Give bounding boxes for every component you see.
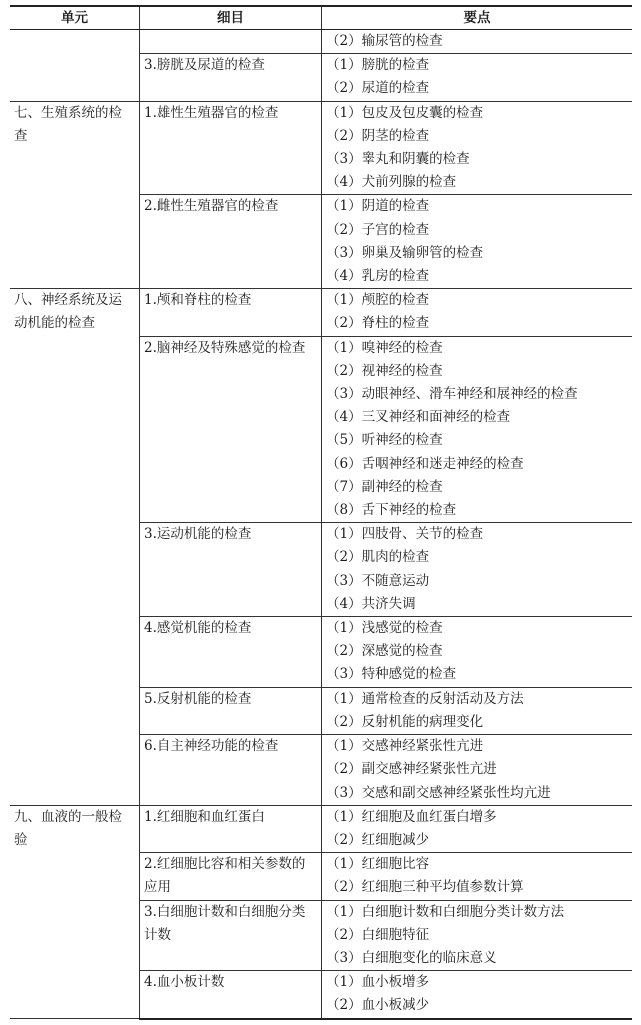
unit-cell bbox=[10, 30, 140, 102]
point-item: （2）副交感神经紧张性亢进 bbox=[326, 761, 497, 778]
points-cell bbox=[322, 805, 633, 852]
point-item: （4）共济失调 bbox=[326, 595, 416, 612]
point-item: （2）脊柱的检查 bbox=[326, 315, 430, 332]
point-item: （3）白细胞变化的临床意义 bbox=[326, 949, 497, 966]
point-item: （1）嗅神经的检查 bbox=[326, 339, 443, 356]
point-item: （2）尿道的检查 bbox=[326, 80, 430, 97]
table-row bbox=[10, 289, 632, 336]
detail-cell: 1.雄性生殖器官的检查 bbox=[140, 101, 322, 195]
table-row bbox=[10, 805, 632, 852]
point-item: （1）浅感觉的检查 bbox=[326, 620, 443, 637]
header-detail: 细目 bbox=[140, 6, 322, 30]
table-row bbox=[10, 30, 632, 54]
points-cell bbox=[322, 853, 633, 900]
point-item: （3）动眼神经、滑车神经和展神经的检查 bbox=[326, 386, 578, 403]
point-item: （2）阴茎的检查 bbox=[326, 127, 430, 144]
header-points: 要点 bbox=[322, 6, 633, 30]
syllabus-table bbox=[10, 5, 632, 1020]
point-item: （5）听神经的检查 bbox=[326, 432, 443, 449]
points-cell bbox=[322, 900, 633, 971]
points-cell bbox=[322, 101, 633, 195]
point-item: （2）红细胞三种平均值参数计算 bbox=[326, 879, 524, 896]
points-cell bbox=[322, 523, 633, 617]
point-item: （3）不随意运动 bbox=[326, 572, 430, 589]
point-item: （1）血小板增多 bbox=[326, 974, 430, 991]
points-cell bbox=[322, 971, 633, 1019]
points-cell bbox=[322, 289, 633, 336]
points-cell bbox=[322, 336, 633, 523]
detail-cell: 1.红细胞和血红蛋白 bbox=[140, 805, 322, 852]
point-item: （3）特种感觉的检查 bbox=[326, 666, 457, 683]
syllabus-table-container bbox=[10, 5, 632, 1020]
detail-cell: 5.反射机能的检查 bbox=[140, 687, 322, 734]
header-row bbox=[10, 6, 632, 30]
point-item: （1）四肢骨、关节的检查 bbox=[326, 526, 484, 543]
detail-cell: 4.感觉机能的检查 bbox=[140, 617, 322, 688]
points-cell bbox=[322, 617, 633, 688]
point-item: （1）通常检查的反射活动及方法 bbox=[326, 690, 524, 707]
detail-cell: 2.雌性生殖器官的检查 bbox=[140, 195, 322, 289]
unit-cell: 八、神经系统及运动机能的检查 bbox=[10, 289, 140, 805]
detail-cell bbox=[140, 30, 322, 54]
detail-cell: 2.红细胞比容和相关参数的应用 bbox=[140, 853, 322, 900]
point-item: （1）红细胞及血红蛋白增多 bbox=[326, 808, 497, 825]
detail-cell: 1.颅和脊柱的检查 bbox=[140, 289, 322, 336]
detail-cell: 2.脑神经及特殊感觉的检查 bbox=[140, 336, 322, 523]
point-item: （3）卵巢及输卵管的检查 bbox=[326, 244, 484, 261]
points-cell bbox=[322, 735, 633, 806]
detail-cell: 6.自主神经功能的检查 bbox=[140, 735, 322, 806]
detail-cell: 4.血小板计数 bbox=[140, 971, 322, 1019]
point-item: （2）肌肉的检查 bbox=[326, 549, 430, 566]
point-item: （6）舌咽神经和迷走神经的检查 bbox=[326, 455, 524, 472]
point-item: （2）红细胞减少 bbox=[326, 831, 430, 848]
points-cell bbox=[322, 54, 633, 101]
point-item: （1）阴道的检查 bbox=[326, 198, 430, 215]
point-item: （2）子宫的检查 bbox=[326, 221, 430, 238]
point-item: （2）白细胞特征 bbox=[326, 926, 430, 943]
point-item: （4）三叉神经和面神经的检查 bbox=[326, 409, 511, 426]
table-body bbox=[10, 30, 632, 1019]
header-unit: 单元 bbox=[10, 6, 140, 30]
unit-cell: 七、生殖系统的检查 bbox=[10, 101, 140, 289]
point-item: （1）膀胱的检查 bbox=[326, 57, 430, 74]
detail-cell: 3.膀胱及尿道的检查 bbox=[140, 54, 322, 101]
point-item: （8）舌下神经的检查 bbox=[326, 502, 457, 519]
point-item: （3）交感和副交感神经紧张性均亢进 bbox=[326, 784, 551, 801]
point-item: （1）白细胞计数和白细胞分类计数方法 bbox=[326, 903, 565, 920]
point-item: （2）输尿管的检查 bbox=[326, 33, 443, 49]
point-item: （2）反射机能的病理变化 bbox=[326, 713, 484, 730]
table-row bbox=[10, 101, 632, 195]
points-cell bbox=[322, 30, 633, 54]
points-cell bbox=[322, 687, 633, 734]
point-item: （1）红细胞比容 bbox=[326, 856, 430, 873]
point-item: （4）犬前列腺的检查 bbox=[326, 174, 457, 191]
point-item: （1）包皮及包皮囊的检查 bbox=[326, 104, 484, 121]
point-item: （3）睾丸和阴囊的检查 bbox=[326, 151, 470, 168]
points-cell bbox=[322, 195, 633, 289]
detail-cell: 3.白细胞计数和白细胞分类计数 bbox=[140, 900, 322, 971]
point-item: （4）乳房的检查 bbox=[326, 268, 430, 285]
point-item: （7）副神经的检查 bbox=[326, 478, 443, 495]
detail-cell: 3.运动机能的检查 bbox=[140, 523, 322, 617]
point-item: （2）血小板减少 bbox=[326, 997, 430, 1014]
point-item: （1）交感神经紧张性亢进 bbox=[326, 738, 484, 755]
point-item: （2）深感觉的检查 bbox=[326, 643, 443, 660]
unit-cell: 九、血液的一般检验 bbox=[10, 805, 140, 1018]
point-item: （2）视神经的检查 bbox=[326, 362, 443, 379]
point-item: （1）颅腔的检查 bbox=[326, 292, 430, 309]
